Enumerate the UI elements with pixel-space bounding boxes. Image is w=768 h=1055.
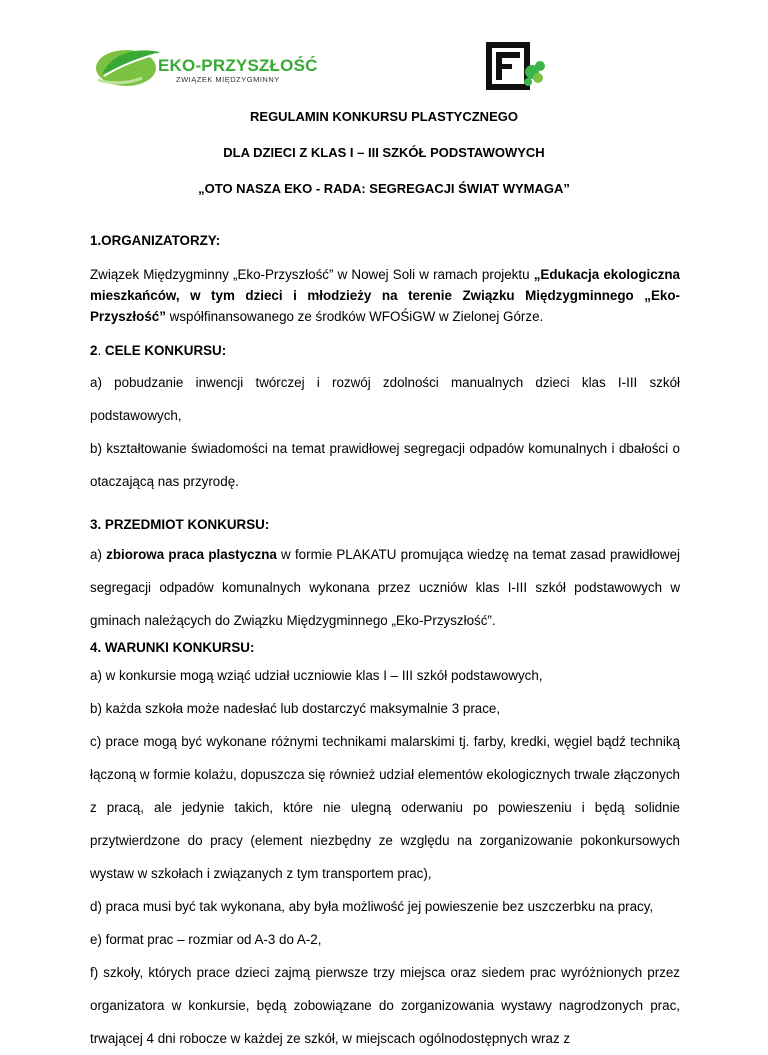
section-2-heading <box>90 342 680 360</box>
section-4-item-b: b) każda szkoła może nadesłać lub dostarczyć maksymalnie 3 prace, <box>90 701 501 716</box>
section-4-item-e: e) format prac – rozmiar od A-3 do A-2, <box>90 932 322 947</box>
logo-sub-text: ZWIĄZEK MIĘDZYGMINNY <box>176 75 280 84</box>
section-3-prefix: a) <box>90 547 107 562</box>
section-4-item-d: d) praca musi być tak wykonana, aby była możliwość jej powieszenie bez uszczerbku na pracy, <box>90 899 654 914</box>
section-3-bold: zbiorowa praca plastyczna <box>106 547 277 562</box>
fund-logo-icon <box>486 42 548 90</box>
regulations-body <box>90 232 680 1055</box>
section-3-item-a <box>90 538 680 637</box>
section-1-heading: 1.ORGANIZATORZY: <box>90 233 221 248</box>
section-4-item-f: f) szkoły, których prace dzieci zajmą pierwsze trzy miejsca oraz siedem prac wyróżnionych przez organizatora w konkursie, będą zobowiązane do zorganizowania wystawy nagrodzonych prac, trwającej 4 dni robocze w każdej ze szkół, w miejscach ogólnodostępnych wraz z <box>90 965 680 1046</box>
section-2-item-b: b) kształtowanie świadomości na temat prawidłowej segregacji odpadów komunalnych i dbałości o otaczającą nas przyrodę. <box>90 441 680 489</box>
section-1-text-a: Związek Międzygminny „Eko-Przyszłość” w Nowej Soli w ramach projektu <box>90 267 534 282</box>
section-2-item-a: a) pobudzanie inwencji twórczej i rozwój zdolności manualnych dzieci klas I-III szkół podstawowych, <box>90 375 680 423</box>
section-1-paragraph <box>90 264 680 327</box>
section-2-dot: . <box>97 343 102 358</box>
document-title-block <box>0 108 768 216</box>
section-1-text-c: współfinansowanego ze środków WFOŚiGW w Zielonej Górze. <box>165 309 544 324</box>
logo-brand-text: EKO-PRZYSZŁOŚĆ <box>158 56 318 75</box>
section-4-heading: 4. WARUNKI KONKURSU: <box>90 640 255 655</box>
title-line-2: DLA DZIECI Z KLAS I – III SZKÓŁ PODSTAWOWYCH <box>223 145 545 160</box>
leaf-logo-icon <box>96 44 162 90</box>
section-4-item-a: a) w konkursie mogą wziąć udział uczniowie klas I – III szkół podstawowych, <box>90 668 543 683</box>
section-3-rest: w formie PLAKATU promująca wiedzę na temat zasad prawidłowej segregacji odpadów komunalnych wykonana przez uczniów klas I-III szkół podstawowych w gminach należących do Związku Międzygminnego „Eko-Przyszłość”. <box>90 547 681 628</box>
section-4-item-c: c) prace mogą być wykonane różnymi technikami malarskimi tj. farby, kredki, węgiel bądź techniką łączoną w formie kolażu, dopuszcza się również udział elementów ekologicznych trwale złączonych z pracą, ale jedynie takich, które nie ulegną oderwaniu po powieszeniu i będą solidnie przytwierdzone do pracy (element niezbędny ze względu na zorganizowanie pokonkursowych wystaw w szkołach i związanych z tym transportem prac), <box>90 734 680 881</box>
section-3-heading: 3. PRZEDMIOT KONKURSU: <box>90 517 270 532</box>
project-name: „Edukacja ekologiczna mieszkańców, w tym dzieci i młodzieży na terenie Związku Międzygminnego „Eko-Przyszłość” <box>90 267 680 324</box>
section-2-title: CELE KONKURSU: <box>101 343 227 358</box>
eko-przyszlosc-logo <box>96 44 316 90</box>
section-2-number: 2 <box>90 343 98 358</box>
title-line-3: „OTO NASZA EKO - RADA: SEGREGACJI ŚWIAT WYMAGA” <box>198 181 570 196</box>
title-line-1: REGULAMIN KONKURSU PLASTYCZNEGO <box>250 109 518 124</box>
